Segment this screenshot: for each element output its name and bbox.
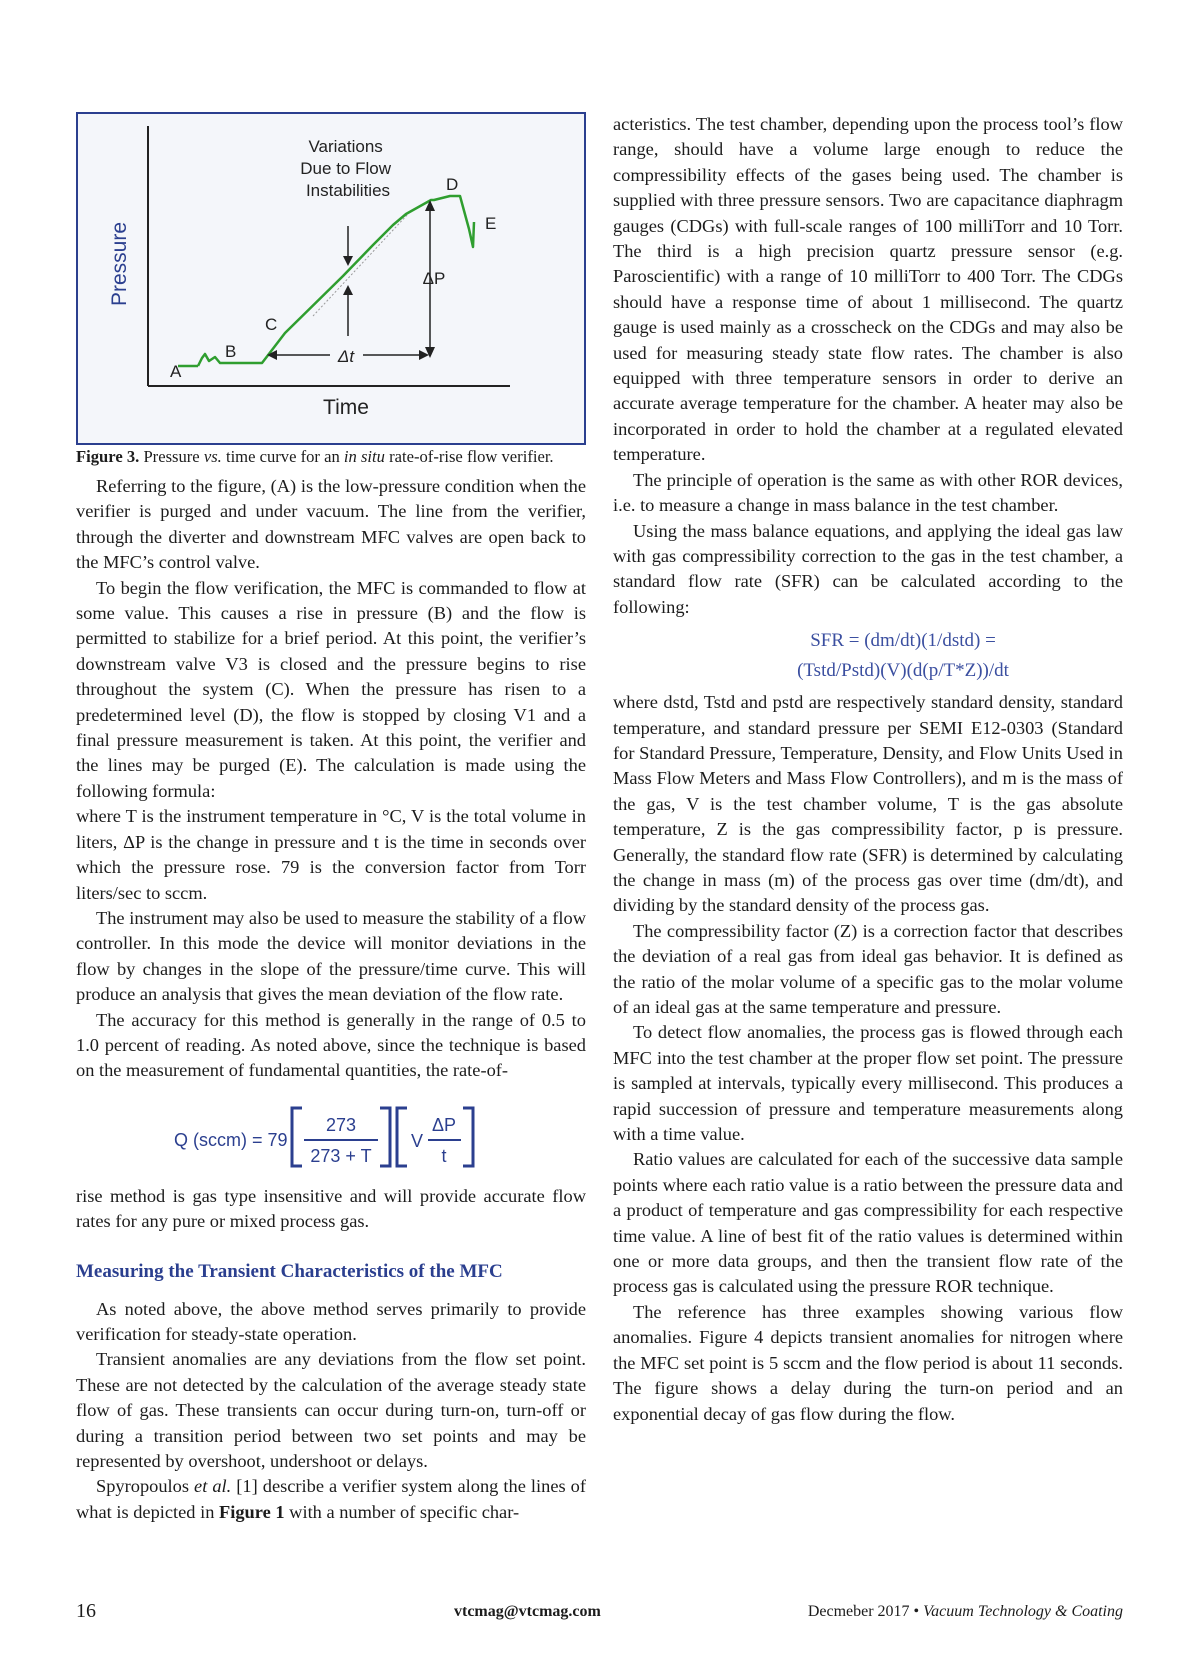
page-number: 16 bbox=[76, 1600, 96, 1622]
svg-text:V: V bbox=[411, 1130, 424, 1151]
paragraph: Ratio values are calculated for each of the successive data sample points where each ratio value is a ratio between the pressure data and a product of temperature and gas compressibility for each respective time value. A line of best fit of the ratio values is determined within one or more data groups, and then the transient flow rate of the process gas is calculated using the pressure ROR technique. bbox=[613, 1149, 1123, 1297]
x-axis-label: Time bbox=[323, 396, 369, 419]
point-d-label: D bbox=[446, 175, 459, 194]
arrow-down-icon bbox=[425, 347, 435, 358]
svg-text:Q (sccm) = 79: Q (sccm) = 79 bbox=[174, 1129, 288, 1150]
svg-text:t: t bbox=[441, 1145, 447, 1166]
paragraph: Transient anomalies are any deviations from the flow set point. These are not detected by the calculation of the average steady state flow of gas. These transients can occur during turn-on, turn-off or during a transition period between two set points and may be represented by overshoot, undershoot or delays. bbox=[76, 1349, 586, 1471]
paragraph: where dstd, Tstd and pstd are respectively standard density, standard temperature, and standard pressure per SEMI E12-0303 (Standard for Standard Pressure, Temperature, Density, and Flow Units Used in Mass Flow Meters and Mass Flow Controllers), and m is the mass of the gas, V is the test chamber volume, T is the gas absolute temperature, Z is the gas compressibility factor, p is pressure. Generally, the standard flow rate (SFR) is determined by calculating the change in mass (m) of the process gas over time (dm/dt), and dividing by the standard density of the process gas. bbox=[613, 692, 1123, 916]
delta-t-label: Δt bbox=[337, 347, 355, 366]
sfr-equation bbox=[683, 626, 1123, 686]
delta-p-label: ΔP bbox=[422, 269, 446, 288]
footer-issue: Decmeber 2017 • Vacuum Technology & Coating bbox=[807, 1603, 1123, 1620]
point-e-label: E bbox=[485, 214, 497, 233]
figure-caption: Figure 3. Pressure vs. time curve for an in situ rate-of-rise flow verifier. bbox=[76, 447, 554, 466]
paragraph: Using the mass balance equations, and applying the ideal gas law with gas compressibility correction to the gas in the test chamber, a standard flow rate (SFR) can be calculated according to the following: bbox=[613, 520, 1123, 617]
paragraph: To detect flow anomalies, the process gas is flowed through each MFC into the test chamber at the proper flow set point. The pressure is sampled at intervals, typically every millisecond. This produces a rapid succession of pressure and temperature measurements along with a time value. bbox=[613, 1022, 1123, 1145]
sfr-equation-line-2: (Tstd/Pstd)(V)(d(p/T*Z))/dt bbox=[797, 660, 1009, 682]
paragraph: acteristics. The test chamber, depending upon the process tool’s flow range, should have a volume large enough to reduce the compressibility effects of the gases being used. The chamber is supplied with three pressure sensors. Two are capacitance diaphragm gauges (CDGs) with full-scale ranges of 100 milliTorr and 10 Torr. The third is a high precision quartz pressure sensor (e.g. Paroscientific) with a range of 10 milliTorr to 400 Torr. The CDGs should have a response time of about 1 millisecond. The quartz gauge is used mainly as a crosscheck on the CDGs and may also be used for measuring steady state flow rates. The chamber is also equipped with three temperature sensors in order to derive an accurate average temperature for the chamber. A heater may also be incorporated in order to hold the chamber at a regulated elevated temperature. bbox=[613, 114, 1123, 465]
pressure-time-chart bbox=[78, 114, 584, 443]
ideal-slope-line bbox=[313, 214, 408, 316]
paragraph: As noted above, the above method serves primarily to provide verification for steady-state operation. bbox=[76, 1298, 586, 1344]
footer-email[interactable]: vtcmag@vtcmag.com bbox=[454, 1603, 601, 1620]
paragraph: The instrument may also be used to measure the stability of a flow controller. In this mode the device will monitor deviations in the flow by changes in the slope of the pressure/time curve. This will produce an analysis that gives the mean deviation of the flow rate. bbox=[76, 907, 586, 1005]
annotation-variations: Variations Due to Flow Instabilities bbox=[300, 137, 391, 200]
rate-of-rise-formula bbox=[76, 1090, 586, 1182]
left-column bbox=[76, 112, 586, 1525]
point-c-label: C bbox=[265, 315, 278, 334]
paragraph: The accuracy for this method is generally in the range of 0.5 to 1.0 percent of reading. As noted above, since the technique is based on the measurement of fundamental quantities, the rate-of- bbox=[76, 1009, 586, 1081]
sfr-equation-line-1: SFR = (dm/dt)(1/dstd) = bbox=[810, 630, 996, 652]
svg-text:ΔP: ΔP bbox=[431, 1114, 457, 1135]
svg-text:273 + T: 273 + T bbox=[310, 1145, 372, 1166]
paragraph: The reference has three examples showing various flow anomalies. Figure 4 depicts transient anomalies for nitrogen where the MFC set point is 5 sccm and the flow period is about 11 seconds. The figure shows a delay during the turn-on period and an exponential decay of gas flow during the flow. bbox=[613, 1301, 1123, 1424]
paragraph: Referring to the figure, (A) is the low-pressure condition when the verifier is purged and under vacuum. The line from the verifier, through the diverter and downstream MFC valves are open back to the MFC’s control valve. bbox=[76, 476, 586, 573]
arrow-up-icon bbox=[343, 285, 353, 295]
paragraph: rise method is gas type insensitive and will provide accurate flow rates for any pure or mixed process gas. bbox=[76, 1185, 586, 1232]
paragraph: The compressibility factor (Z) is a correction factor that describes the deviation of a real gas from ideal gas behavior. It is defined as the ratio of the molar volume of a specific gas to the molar volume of an ideal gas at the same temperature and pressure. bbox=[613, 920, 1123, 1017]
right-column bbox=[613, 112, 1123, 1427]
svg-text:273: 273 bbox=[325, 1114, 357, 1135]
section-heading: Measuring the Transient Characteristics of the MFC bbox=[76, 1260, 503, 1282]
point-b-label: B bbox=[225, 342, 237, 361]
paragraph: Spyropoulos et al. [1] describe a verifier system along the lines of what is depicted in Figure 1 with a number of specific char- bbox=[76, 1476, 586, 1522]
paragraph: The principle of operation is the same as with other ROR devices, i.e. to measure a change in mass balance in the test chamber. bbox=[613, 469, 1123, 516]
page-footer bbox=[76, 1600, 1123, 1626]
paragraph: where T is the instrument temperature in °C, V is the total volume in liters, ΔP is the change in pressure and t is the time in seconds over which the pressure rose. 79 is the conversion factor from Torr liters/sec to sccm. bbox=[76, 806, 586, 903]
figure-3 bbox=[76, 112, 586, 445]
point-a-label: A bbox=[170, 362, 182, 381]
arrow-down-icon bbox=[343, 256, 353, 266]
y-axis-label: Pressure bbox=[108, 221, 131, 307]
paragraph: To begin the flow verification, the MFC is commanded to flow at some value. This causes a rise in pressure (B) and the flow is permitted to stabilize for a brief period. At this point, the verifier’s downstream valve V3 is closed and the pressure begins to rise throughout the system (C). When the pressure has risen to a predetermined level (D), the flow is stopped by closing V1 and a final pressure measurement is taken. At this point, the verifier and the lines may be purged (E). The calculation is made using the following formula: bbox=[76, 577, 586, 801]
